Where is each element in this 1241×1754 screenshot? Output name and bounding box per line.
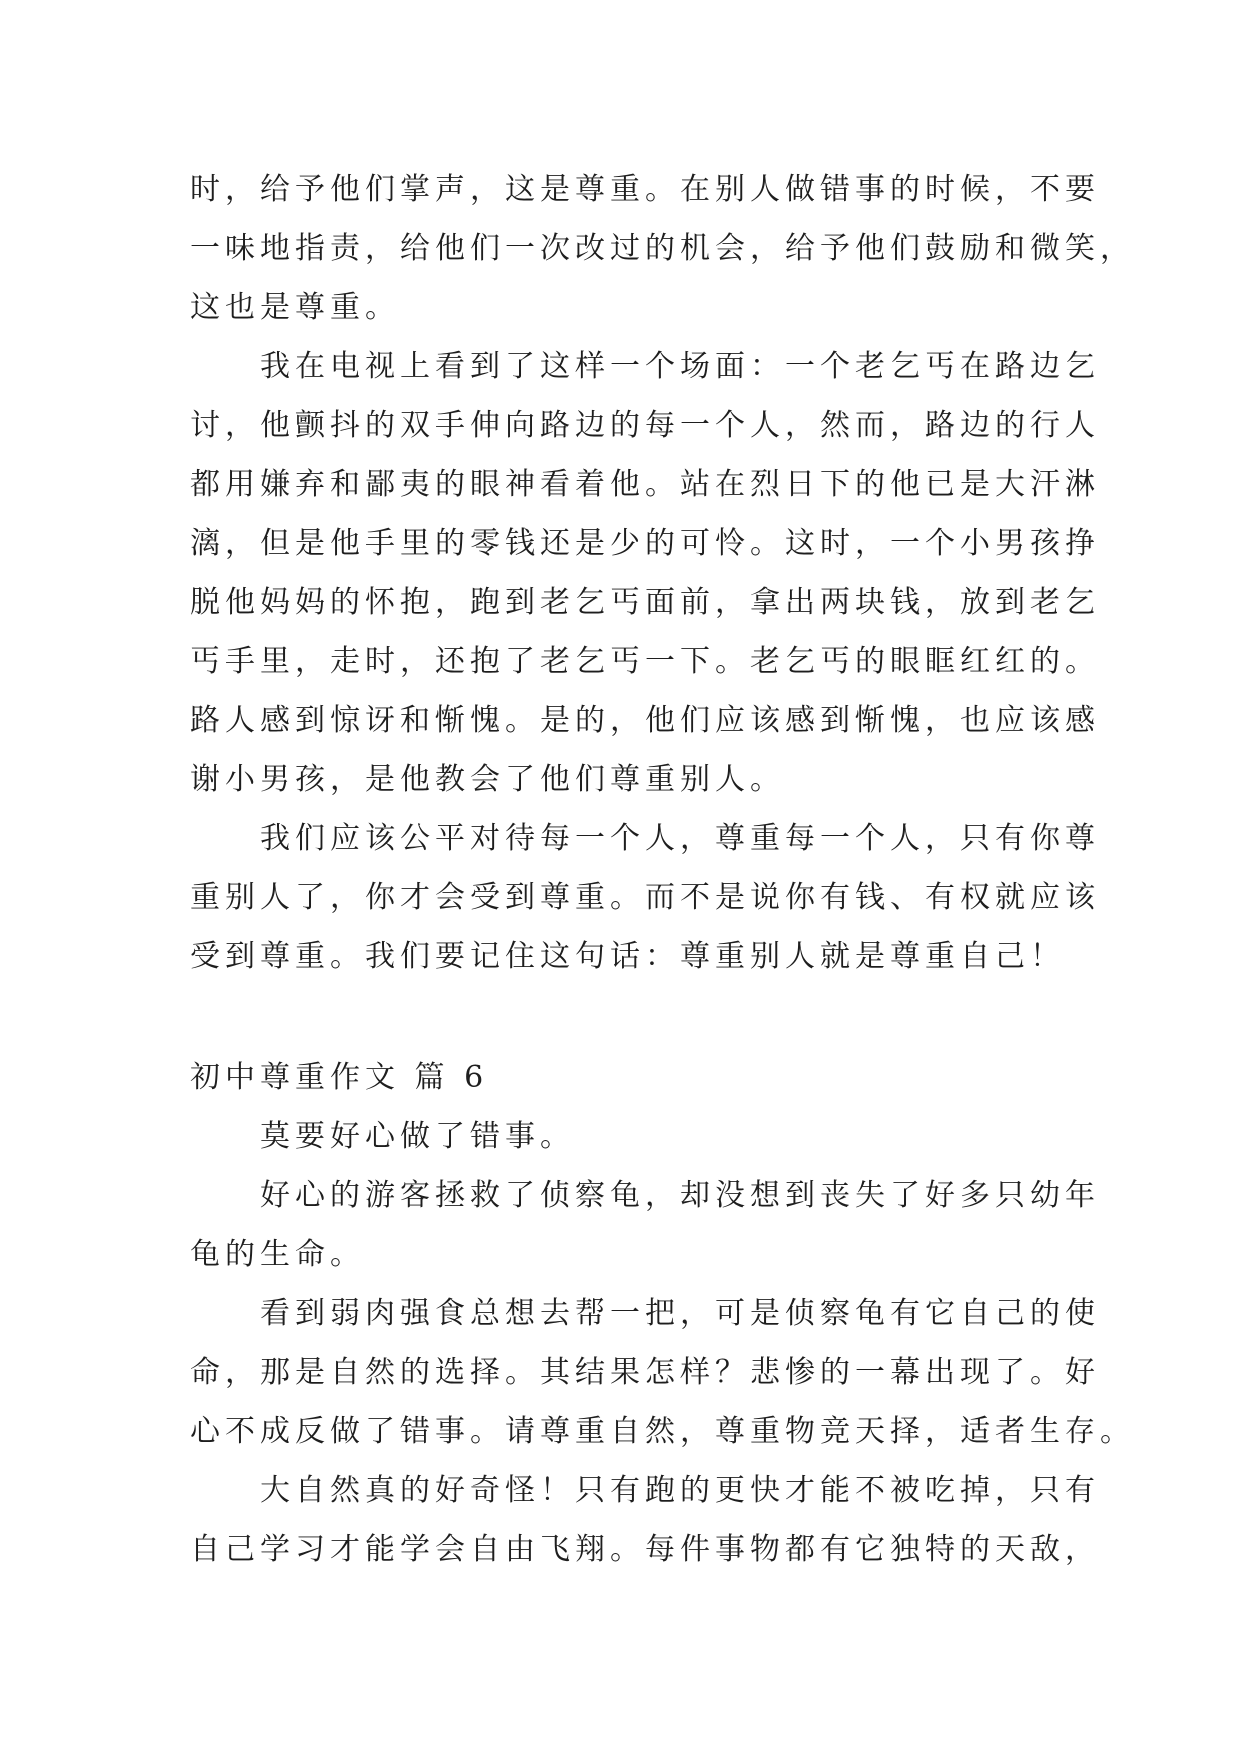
text-line: 心不成反做了错事。请尊重自然，尊重物竞天择，适者生存。 <box>190 1414 1135 1449</box>
section-heading: 初中尊重作文 篇 6 <box>190 1060 489 1095</box>
paragraph <box>190 337 1100 809</box>
text-line: 大自然真的好奇怪！只有跑的更快才能不被吃掉，只有 <box>260 1473 1100 1508</box>
paragraph <box>190 809 1100 986</box>
paragraph <box>190 160 1135 337</box>
text-line: 路人感到惊讶和惭愧。是的，他们应该感到惭愧，也应该感 <box>190 703 1100 738</box>
text-line: 漓，但是他手里的零钱还是少的可怜。这时，一个小男孩挣 <box>190 526 1100 561</box>
text-line: 我在电视上看到了这样一个场面：一个老乞丐在路边乞 <box>260 349 1100 384</box>
text-line: 自己学习才能学会自由飞翔。每件事物都有它独特的天敌， <box>190 1532 1100 1567</box>
text-line: 一味地指责，给他们一次改过的机会，给予他们鼓励和微笑， <box>190 231 1135 266</box>
paragraph <box>190 1166 1100 1284</box>
paragraph <box>190 1107 1060 1166</box>
text-line: 莫要好心做了错事。 <box>260 1119 575 1154</box>
paragraph <box>190 1284 1135 1461</box>
text-line: 好心的游客拯救了侦察龟，却没想到丧失了好多只幼年 <box>260 1178 1100 1213</box>
text-line: 脱他妈妈的怀抱，跑到老乞丐面前，拿出两块钱，放到老乞 <box>190 585 1100 620</box>
text-line: 龟的生命。 <box>190 1237 365 1272</box>
text-line: 丐手里，走时，还抱了老乞丐一下。老乞丐的眼眶红红的。 <box>190 644 1100 679</box>
text-line: 我们应该公平对待每一个人，尊重每一个人，只有你尊 <box>260 821 1100 856</box>
text-line: 谢小男孩，是他教会了他们尊重别人。 <box>190 762 785 797</box>
section-spacer <box>190 986 1060 1048</box>
text-line: 受到尊重。我们要记住这句话：尊重别人就是尊重自己！ <box>190 939 1065 974</box>
text-line: 这也是尊重。 <box>190 290 400 325</box>
text-line: 看到弱肉强食总想去帮一把，可是侦察龟有它自己的使 <box>260 1296 1100 1331</box>
paragraph <box>190 1461 1100 1579</box>
text-line: 时，给予他们掌声，这是尊重。在别人做错事的时候，不要 <box>190 172 1100 207</box>
text-line: 重别人了，你才会受到尊重。而不是说你有钱、有权就应该 <box>190 880 1100 915</box>
text-line: 都用嫌弃和鄙夷的眼神看着他。站在烈日下的他已是大汗淋 <box>190 467 1100 502</box>
text-line: 命，那是自然的选择。其结果怎样？悲惨的一幕出现了。好 <box>190 1355 1100 1390</box>
text-line: 讨，他颤抖的双手伸向路边的每一个人，然而，路边的行人 <box>190 408 1100 443</box>
document-body <box>190 160 1135 1579</box>
